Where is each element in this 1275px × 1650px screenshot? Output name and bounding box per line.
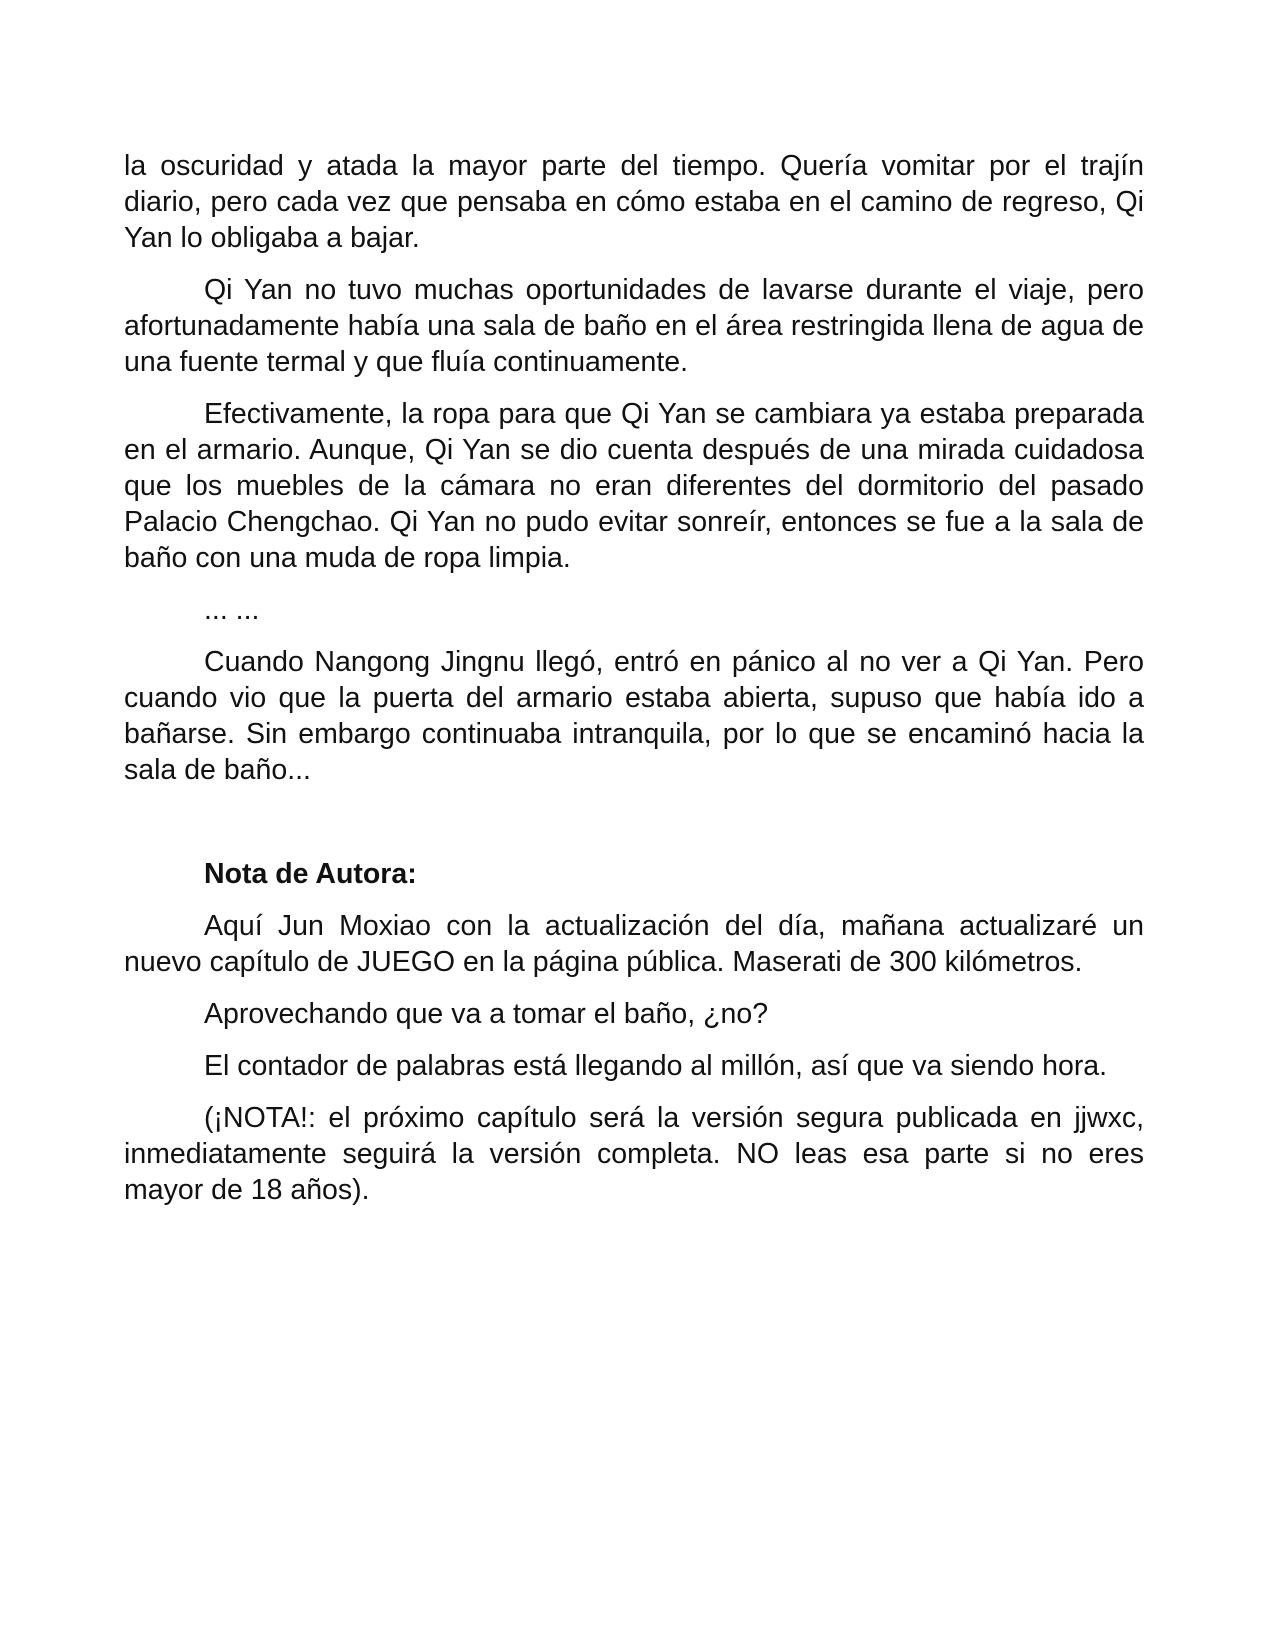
document-body: [124, 148, 1144, 1224]
story-paragraph-3: Efectivamente, la ropa para que Qi Yan se cambiara ya estaba preparada en el armario. Aunque, Qi Yan se dio cuenta después de una mirada cuidadosa que los muebles de la cámara no eran diferentes del dormitorio del pasado Palacio Chengchao. Qi Yan no pudo evitar sonreír, entonces se fue a la sala de baño con una muda de ropa limpia.: [124, 398, 1144, 574]
story-paragraph-1: la oscuridad y atada la mayor parte del tiempo. Quería vomitar por el trajín diario, pero cada vez que pensaba en cómo estaba en el camino de regreso, Qi Yan lo obligaba a bajar.: [124, 150, 1144, 254]
story-paragraph-2: Qi Yan no tuvo muchas oportunidades de lavarse durante el viaje, pero afortunadamente había una sala de baño en el área restringida llena de agua de una fuente termal y que fluía continuamente.: [124, 274, 1144, 378]
author-note-paragraph-3: El contador de palabras está llegando al millón, así que va siendo hora.: [204, 1050, 1108, 1082]
scene-separator: ... ...: [204, 594, 260, 626]
author-note-paragraph-1: Aquí Jun Moxiao con la actualización del día, mañana actualizaré un nuevo capítulo de JUEGO en la página pública. Maserati de 300 kilómetros.: [124, 910, 1144, 978]
story-paragraph-4: Cuando Nangong Jingnu llegó, entró en pánico al no ver a Qi Yan. Pero cuando vio que la puerta del armario estaba abierta, supuso que había ido a bañarse. Sin embargo continuaba intranquila, por lo que se encaminó hacia la sala de baño...: [124, 646, 1144, 786]
author-note-paragraph-2: Aprovechando que va a tomar el baño, ¿no?: [204, 998, 769, 1030]
author-note-paragraph-4: (¡NOTA!: el próximo capítulo será la versión segura publicada en jjwxc, inmediatamente seguirá la versión completa. NO leas esa parte si no eres mayor de 18 años).: [124, 1102, 1144, 1206]
author-note-heading: Nota de Autora:: [204, 858, 417, 890]
